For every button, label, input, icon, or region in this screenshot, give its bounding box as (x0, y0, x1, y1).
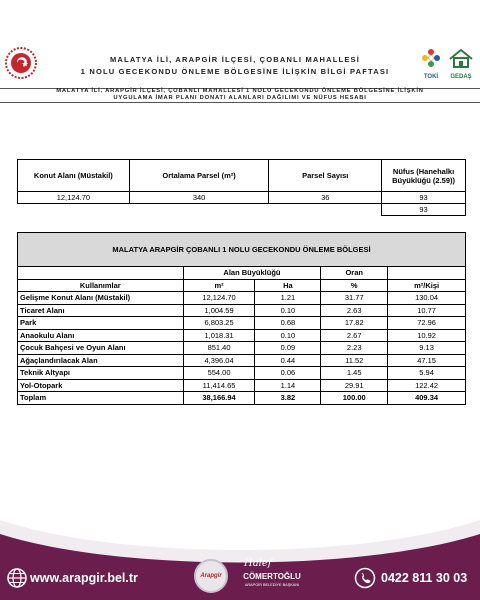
subtitle-line-2: UYGULAMA İMAR PLANI DONATI ALANLARI DAĞILIMI VE NÜFUS HESABI (113, 95, 367, 101)
row-per: 72.96 (388, 317, 466, 330)
row-ha: 0.68 (255, 317, 321, 330)
total-ha: 3.82 (255, 392, 321, 405)
col-ha: Ha (255, 279, 321, 292)
table-row (18, 304, 466, 317)
row-ha: 0.10 (255, 304, 321, 317)
group-oran: Oran (321, 267, 388, 280)
mayor-name: CÖMERTOĞLU (243, 572, 301, 581)
sheet-subtitle (10, 88, 470, 102)
row-m2: 4,396.04 (183, 354, 255, 367)
total-pct: 100.00 (321, 392, 388, 405)
row-pct: 31.77 (321, 292, 388, 305)
header-nufus: Nüfus (Hanehalkı Büyüklüğü (2.59)) (382, 160, 466, 192)
municipality-emblem (194, 559, 228, 593)
col-kullanimlar: Kullanımlar (18, 279, 184, 292)
globe-icon (6, 567, 28, 589)
title-line-1: MALATYA İLİ, ARAPGİR İLÇESİ, ÇOBANLI MAHALLESİ (109, 55, 361, 64)
summary-extra-row (18, 204, 466, 216)
total-m2: 38,166.94 (183, 392, 255, 405)
row-ha: 0.06 (255, 367, 321, 380)
summary-data-row (18, 192, 466, 204)
row-label: Ticaret Alanı (18, 304, 184, 317)
row-per: 47.15 (388, 354, 466, 367)
phone-icon (354, 567, 376, 589)
footer-band (0, 520, 480, 600)
toki-logo (418, 48, 444, 84)
column-header-row (18, 279, 466, 292)
total-per: 409.34 (388, 392, 466, 405)
row-label: Anaokulu Alanı (18, 329, 184, 342)
cell-parsel-sayisi: 36 (269, 192, 382, 204)
group-alan: Alan Büyüklüğü (183, 267, 321, 280)
subtitle-line-1: MALATYA İLİ, ARAPGİR İLÇESİ, ÇOBANLI MAHALLESİ 1 NOLU GECEKONDU ÖNLEME BÖLGESİNE İLİŞKİN (56, 88, 424, 94)
row-pct: 11.52 (321, 354, 388, 367)
row-per: 5.94 (388, 367, 466, 380)
cell-konut-alani: 12,124.70 (18, 192, 130, 204)
header-konut-alani: Konut Alanı (Müstakil) (18, 160, 130, 192)
table-row (18, 329, 466, 342)
row-ha: 1.14 (255, 379, 321, 392)
row-label: Teknik Altyapı (18, 367, 184, 380)
page-title (50, 54, 420, 78)
row-ha: 0.44 (255, 354, 321, 367)
divider (0, 102, 480, 103)
header (0, 0, 480, 101)
col-m2-kisi: m²/Kişi (388, 279, 466, 292)
table-row (18, 354, 466, 367)
row-pct: 2.23 (321, 342, 388, 355)
row-per: 9.13 (388, 342, 466, 355)
row-label: Ağaçlandırılacak Alan (18, 354, 184, 367)
row-per: 10.77 (388, 304, 466, 317)
toki-flower-icon (421, 48, 441, 68)
region-table-title: MALATYA ARAPGİR ÇOBANLI 1 NOLU GECEKONDU ÖNLEME BÖLGESİ (18, 233, 466, 267)
header-ortalama-parsel: Ortalama Parsel (m²) (129, 160, 269, 192)
row-ha: 0.09 (255, 342, 321, 355)
row-label: Çocuk Bahçesi ve Oyun Alanı (18, 342, 184, 355)
region-table (17, 232, 466, 405)
group-header-row (18, 267, 466, 280)
ministry-emblem-icon (4, 46, 38, 80)
toki-label: TOKİ (423, 74, 439, 80)
summary-table (17, 159, 466, 216)
table-row (18, 367, 466, 380)
phone-link[interactable]: 0422 811 30 03 (381, 571, 468, 585)
col-pct: % (321, 279, 388, 292)
row-per: 122.42 (388, 379, 466, 392)
cell-nufus-extra: 93 (382, 204, 466, 216)
row-m2: 1,018.31 (183, 329, 255, 342)
row-label: Park (18, 317, 184, 330)
row-pct: 17.82 (321, 317, 388, 330)
row-pct: 29.91 (321, 379, 388, 392)
row-label: Yol-Otopark (18, 379, 184, 392)
row-per: 10.92 (388, 329, 466, 342)
row-per: 130.04 (388, 292, 466, 305)
row-m2: 554.00 (183, 367, 255, 380)
gedas-logo (446, 48, 476, 84)
col-m2: m² (183, 279, 255, 292)
row-pct: 2.63 (321, 304, 388, 317)
mayor-signature: Halef (244, 558, 272, 569)
summary-header-row (18, 160, 466, 192)
table-row (18, 379, 466, 392)
total-label: Toplam (18, 392, 184, 405)
row-m2: 851.40 (183, 342, 255, 355)
row-pct: 1.45 (321, 367, 388, 380)
total-row (18, 392, 466, 405)
table-row (18, 292, 466, 305)
row-m2: 11,414.65 (183, 379, 255, 392)
table-row (18, 342, 466, 355)
header-parsel-sayisi: Parsel Sayısı (269, 160, 382, 192)
title-line-2: 1 NOLU GECEKONDU ÖNLEME BÖLGESİNE İLİŞKİN BİLGİ PAFTASI (80, 67, 390, 76)
row-m2: 12,124.70 (183, 292, 255, 305)
emblem-text: Arapgir (200, 573, 222, 579)
row-m2: 6,803.25 (183, 317, 255, 330)
table-row (18, 317, 466, 330)
row-ha: 0.10 (255, 329, 321, 342)
row-pct: 2.67 (321, 329, 388, 342)
row-ha: 1.21 (255, 292, 321, 305)
cell-nufus: 93 (382, 192, 466, 204)
cell-ortalama-parsel: 340 (129, 192, 269, 204)
gedas-label: GEDAŞ (450, 74, 472, 80)
row-label: Gelişme Konut Alanı (Müstakil) (18, 292, 184, 305)
house-icon (448, 48, 474, 68)
mayor-title: ARAPGİR BELEDİYE BAŞKANI (244, 583, 300, 587)
row-m2: 1,004.59 (183, 304, 255, 317)
website-link[interactable]: www.arapgir.bel.tr (30, 571, 138, 585)
